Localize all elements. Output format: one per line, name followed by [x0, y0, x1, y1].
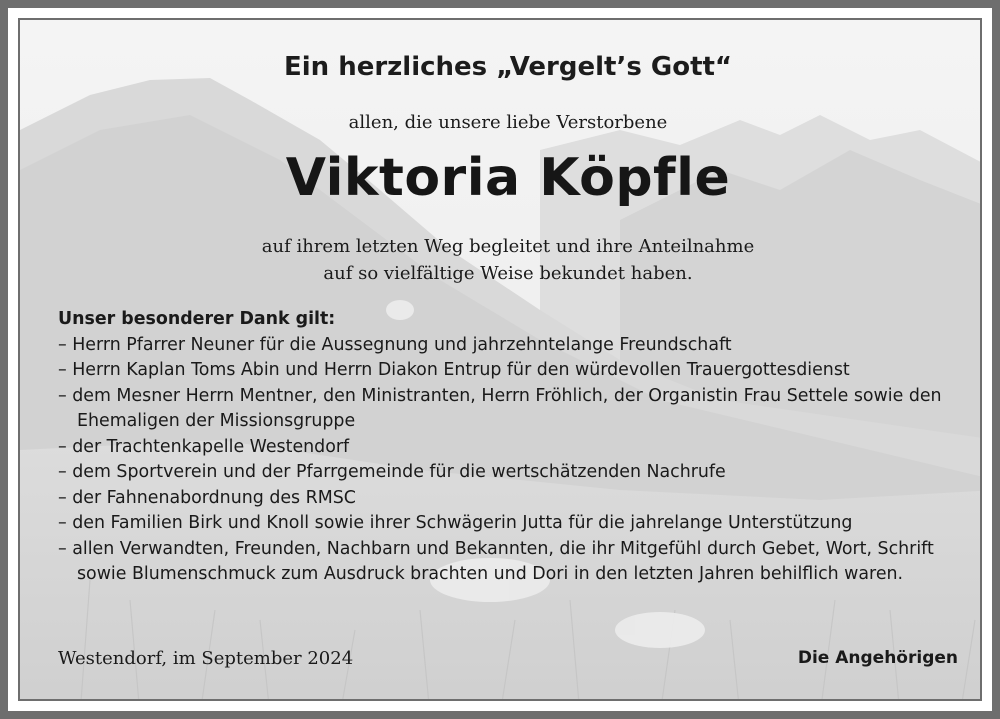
thanks-heading: Unser besonderer Dank gilt:: [58, 309, 336, 329]
thanks-item: – den Familien Birk und Knoll sowie ihrer Schwägerin Jutta für die jahrelange Unterstützung: [58, 513, 853, 533]
place-date: Westendorf, im September 2024: [58, 648, 354, 669]
thanks-item: – Herrn Pfarrer Neuner für die Aussegnung und jahrzehntelange Freundschaft: [58, 334, 732, 355]
signature: Die Angehörigen: [797, 648, 958, 668]
notice-panel: [18, 18, 982, 701]
message-text: [20, 233, 982, 287]
thanks-section: [58, 307, 978, 588]
thanks-item: – der Fahnenabordnung des RMSC: [58, 487, 356, 508]
deceased-name: Viktoria Köpfle: [285, 148, 731, 208]
thanks-item: – dem Mesner Herrn Mentner, den Ministranten, Herrn Fröhlich, der Organistin Frau Settele sowie den Ehemaligen der Missionsgruppe: [58, 385, 942, 431]
message-line: auf ihrem letzten Weg begleitet und ihre Anteilnahme: [261, 236, 755, 257]
headline: Ein herzliches „Vergelt’s Gott“: [283, 52, 733, 82]
intro-text: allen, die unsere liebe Verstorbene: [348, 112, 668, 133]
thanks-item: – dem Sportverein und der Pfarrgemeinde für die wertschätzenden Nachrufe: [58, 462, 726, 482]
thanks-item: – Herrn Kaplan Toms Abin und Herrn Diakon Entrup für den würdevollen Trauergottesdienst: [58, 360, 850, 380]
thanks-item: – allen Verwandten, Freunden, Nachbarn und Bekannten, die ihr Mitgefühl durch Gebet, Wort, Schrift sowie Blumenschmuck zum Ausdruck brachten und Dori in den letzten Jahren behilflich waren.: [58, 538, 934, 584]
message-line: auf so vielfältige Weise bekundet haben.: [323, 263, 693, 284]
notice-content: [20, 20, 982, 701]
thanks-item: – der Trachtenkapelle Westendorf: [58, 436, 350, 457]
